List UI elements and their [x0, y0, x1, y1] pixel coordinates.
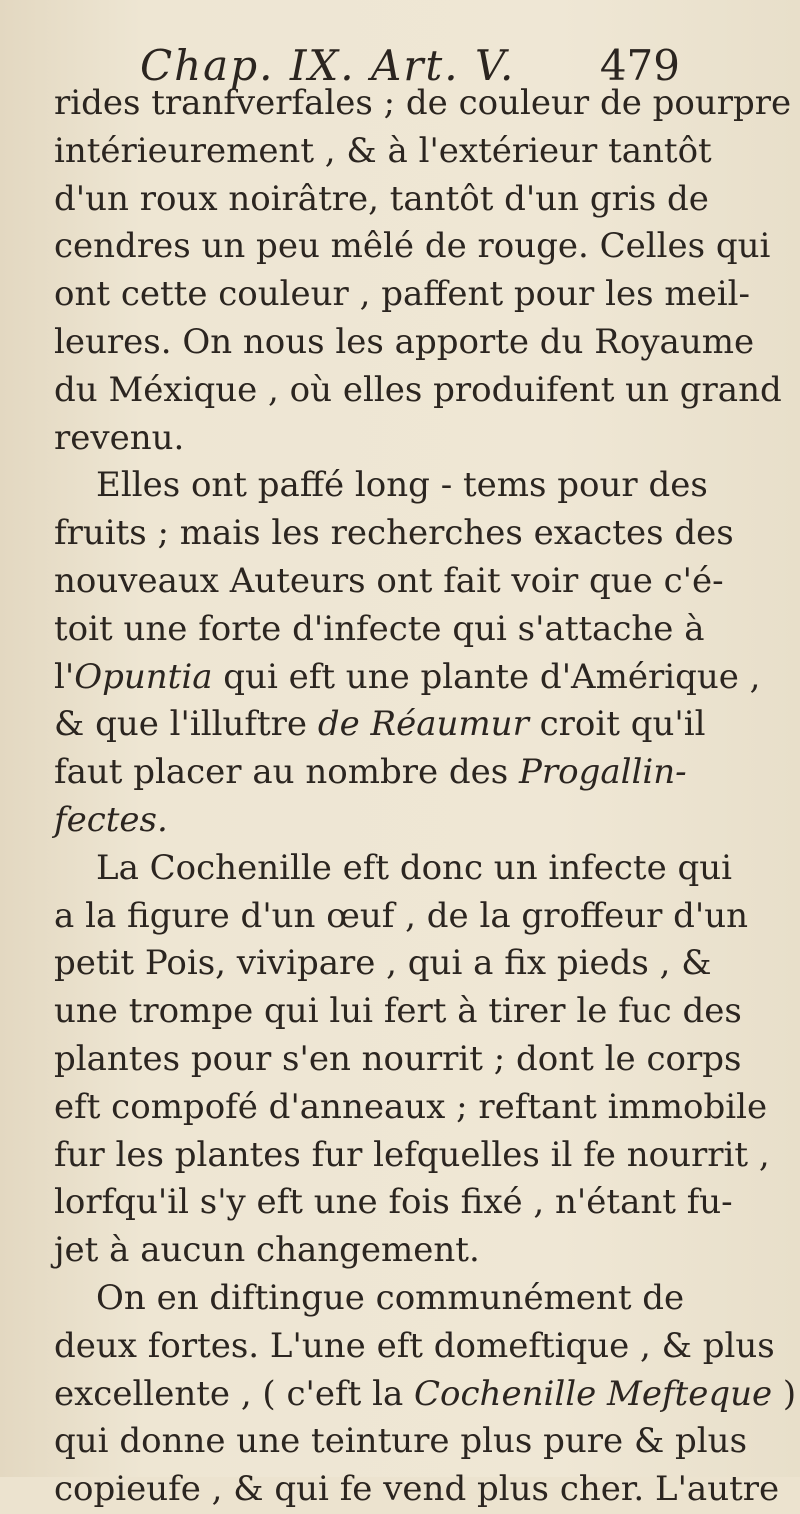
text-line: d'un roux noirâtre, tantôt d'un gris de: [54, 178, 709, 219]
line-text: toit une forte d'infecte qui s'attache à: [54, 608, 705, 649]
text-line: qui donne une teinture plus pure & plus: [54, 1421, 748, 1462]
page-body: [54, 80, 797, 1514]
line-text: qui eft une plante d'Amérique ,: [212, 656, 761, 697]
text-line: plantes pour s'en nourrit ; dont le corps: [54, 1038, 742, 1079]
italic-term: fectes.: [54, 799, 168, 840]
text-line: intérieurement , & à l'extérieur tantôt: [54, 130, 712, 171]
text-line: On en diftingue communément de: [96, 1277, 685, 1318]
text-line: Elles ont paffé long - tems pour des: [96, 465, 708, 506]
text-line: revenu.: [54, 417, 185, 458]
text-line: cendres un peu mêlé de rouge. Celles qui: [54, 226, 771, 267]
text-line: [54, 606, 754, 654]
text-line: fruits ; mais les recherches exactes des: [54, 513, 734, 554]
text-line: une trompe qui lui fert à tirer le fuc des: [54, 991, 742, 1032]
line-text: l': [54, 656, 75, 697]
line-text: excellente , ( c'eft la: [54, 1373, 415, 1414]
page-number: 479: [599, 41, 680, 90]
line-text: croit qu'il: [528, 704, 706, 745]
text-line: fur les plantes fur lefquelles il fe nourrit ,: [54, 1134, 770, 1175]
text-line: [54, 1371, 797, 1419]
line-text: & que l'illuftre: [54, 704, 318, 745]
text-line: copieufe , & qui fe vend plus cher. L'autre: [54, 1469, 780, 1510]
text-line: jet à aucun changement.: [54, 1230, 480, 1271]
text-line: du Méxique , où elles produifent un grand: [54, 369, 782, 410]
italic-term: Progallin-: [519, 752, 687, 793]
text-line: eft compofé d'anneaux ; reftant immobile: [54, 1086, 768, 1127]
italic-term: de Réaumur: [317, 704, 529, 745]
running-title: Chap. IX. Art. V.: [140, 41, 516, 90]
text-line: a la figure d'un œuf , de la groffeur d'un: [54, 895, 749, 936]
text-line: petit Pois, vivipare , qui a fix pieds , &: [54, 943, 712, 984]
text-line: [54, 749, 754, 797]
line-text: faut placer au nombre des: [54, 752, 520, 793]
text-line: leures. On nous les apporte du Royaume: [54, 321, 755, 362]
italic-term: Opuntia: [74, 656, 213, 697]
italic-term: Cochenille Mefteque: [414, 1373, 773, 1414]
text-line: [54, 797, 754, 845]
text-line: rides tranfverfales ; de couleur de pourpre: [54, 83, 792, 123]
text-line: [54, 701, 754, 749]
text-line: nouveaux Auteurs ont fait voir que c'é-: [54, 560, 724, 601]
text-line: ont cette couleur , paffent pour les meil-: [54, 274, 750, 315]
text-line: [54, 654, 761, 702]
text-line: La Cochenille eft donc un infecte qui: [96, 847, 733, 888]
line-text: ): [772, 1373, 797, 1414]
text-line: lorfqu'il s'y eft une fois fixé , n'étant fu-: [54, 1182, 733, 1223]
text-line: deux fortes. L'une eft domeftique , & plus: [54, 1325, 775, 1366]
